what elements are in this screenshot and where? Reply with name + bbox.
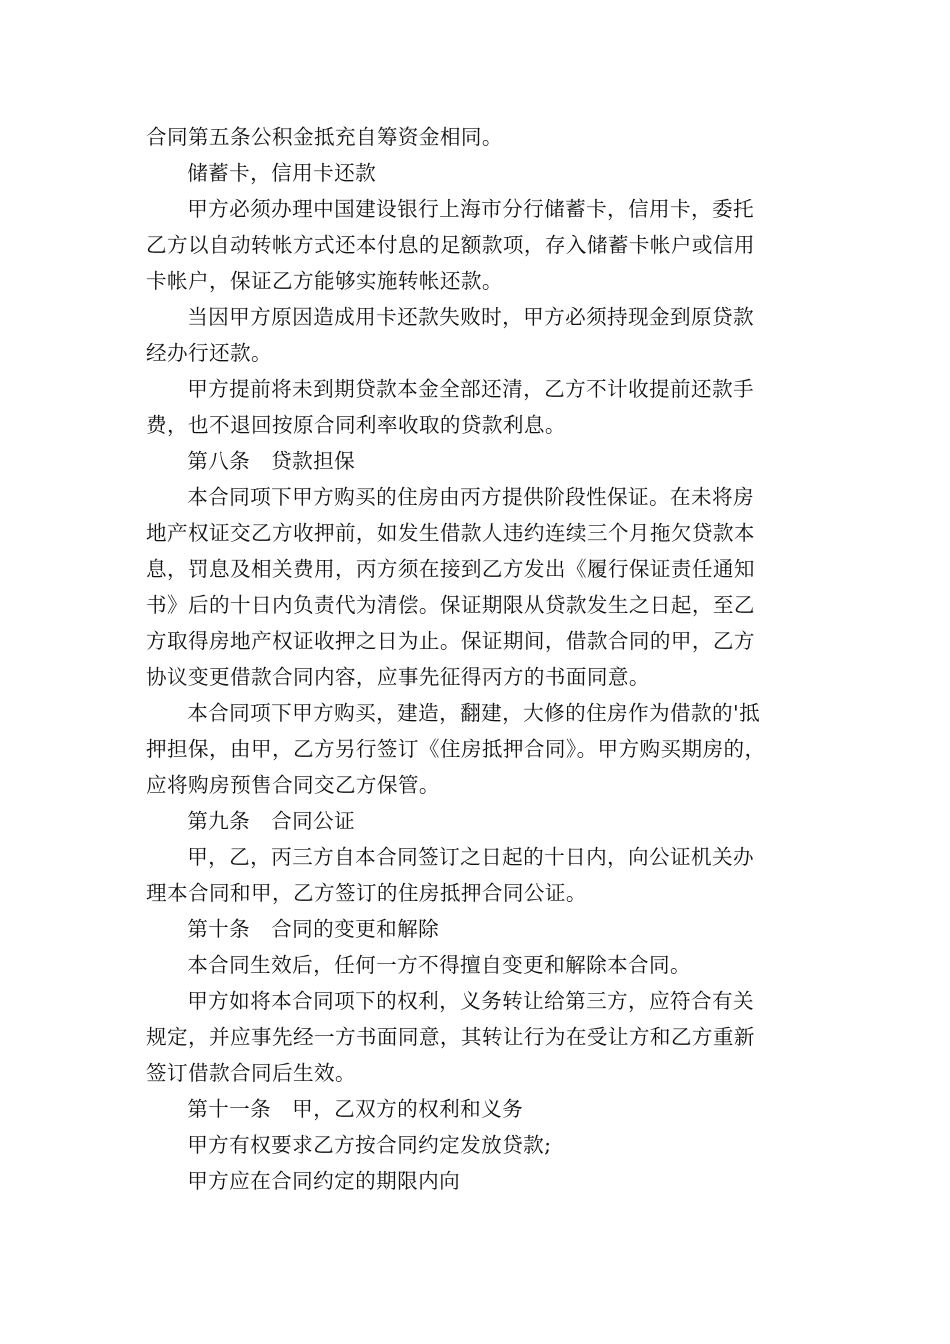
text-line: 签订借款合同后生效。 <box>146 1061 356 1085</box>
body-paragraph <box>146 695 810 803</box>
text-line: 理本合同和甲，乙方签订的住房抵押合同公证。 <box>146 881 587 905</box>
body-paragraph <box>146 839 810 911</box>
text-line: 押担保，由甲，乙方另行签订《住房抵押合同》。甲方购买期房的， <box>146 737 766 761</box>
body-paragraph <box>146 983 810 1091</box>
body-paragraph <box>146 1163 810 1199</box>
text-line: 本合同生效后，任何一方不得擅自变更和解除本合同。 <box>187 953 692 977</box>
body-paragraph <box>146 1127 810 1163</box>
text-line: 本合同项下甲方购买，建造，翻建，大修的住房作为借款的'抵 <box>187 701 761 725</box>
section-heading <box>146 803 810 839</box>
section-heading <box>146 1091 810 1127</box>
section-heading <box>146 155 810 191</box>
text-line: 应将购房预售合同交乙方保管。 <box>146 773 440 797</box>
text-line: 当因甲方原因造成用卡还款失败时，甲方必须持现金到原贷款 <box>187 305 755 329</box>
text-line: 乙方以自动转帐方式还本付息的足额款项，存入储蓄卡帐户或信用 <box>146 233 755 257</box>
text-line: 甲方应在合同约定的期限内向 <box>187 1169 461 1193</box>
text-line: 第十条 合同的变更和解除 <box>187 917 440 941</box>
body-paragraph <box>146 299 810 371</box>
text-line: 方取得房地产权证收押之日为止。保证期间，借款合同的甲，乙方 <box>146 629 755 653</box>
body-paragraph <box>146 947 810 983</box>
text-line: 甲，乙，丙三方自本合同签订之日起的十日内，向公证机关办 <box>187 845 755 869</box>
body-paragraph <box>146 119 810 155</box>
text-line: 经办行还款。 <box>146 341 272 365</box>
text-line: 费，也不退回按原合同利率收取的贷款利息。 <box>146 413 566 437</box>
text-line: 本合同项下甲方购买的住房由丙方提供阶段性保证。在未将房 <box>187 485 755 509</box>
section-heading <box>146 443 810 479</box>
document-body <box>146 119 810 1199</box>
text-line: 协议变更借款合同内容，应事先征得丙方的书面同意。 <box>146 665 650 689</box>
text-line: 储蓄卡，信用卡还款 <box>187 161 377 185</box>
body-paragraph <box>146 479 810 695</box>
text-line: 第十一条 甲，乙双方的权利和义务 <box>187 1097 524 1121</box>
text-line: 地产权证交乙方收押前，如发生借款人违约连续三个月拖欠贷款本 <box>146 521 755 545</box>
body-paragraph <box>146 191 810 299</box>
text-line: 规定，并应事先经一方书面同意，其转让行为在受让方和乙方重新 <box>146 1025 755 1049</box>
text-line: 卡帐户，保证乙方能够实施转帐还款。 <box>146 269 503 293</box>
text-line: 甲方如将本合同项下的权利，义务转让给第三方，应符合有关 <box>187 989 755 1013</box>
text-line: 甲方提前将未到期贷款本金全部还清，乙方不计收提前还款手 <box>187 377 755 401</box>
text-line: 第九条 合同公证 <box>187 809 356 833</box>
text-line: 第八条 贷款担保 <box>187 449 356 473</box>
text-line: 书》后的十日内负责代为清偿。保证期限从贷款发生之日起，至乙 <box>146 593 755 617</box>
text-line: 甲方有权要求乙方按合同约定发放贷款; <box>187 1133 552 1157</box>
body-paragraph <box>146 371 810 443</box>
section-heading <box>146 911 810 947</box>
text-line: 甲方必须办理中国建设银行上海市分行储蓄卡，信用卡，委托 <box>187 197 755 221</box>
text-line: 合同第五条公积金抵充自筹资金相同。 <box>146 125 503 149</box>
text-line: 息，罚息及相关费用，丙方须在接到乙方发出《履行保证责任通知 <box>146 557 755 581</box>
